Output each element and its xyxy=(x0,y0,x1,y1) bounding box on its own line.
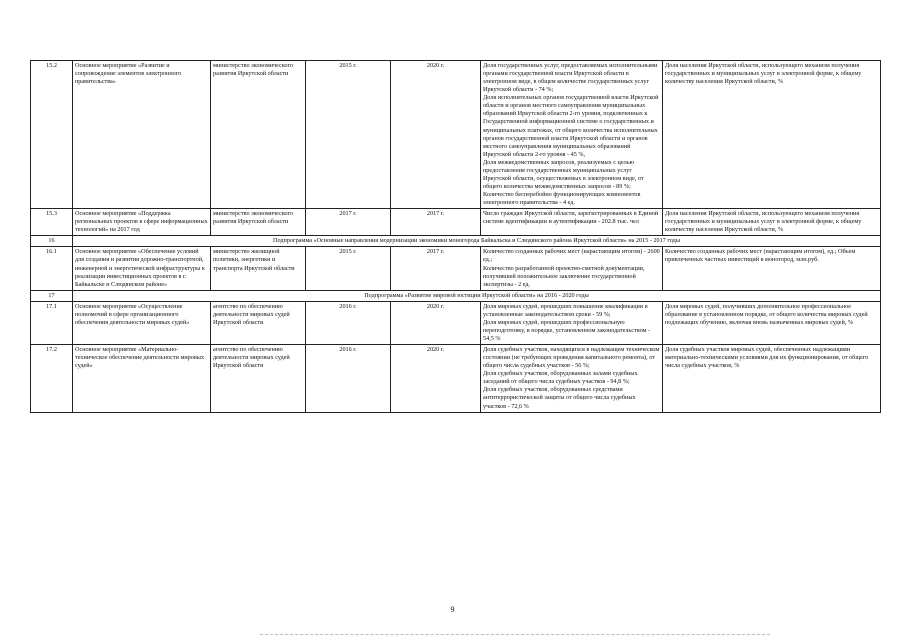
indicators-cell xyxy=(481,301,663,344)
indicator-item: Количество разработанной проектно-сметной документации, получившей положительное заключение государственной экспертизы - 2 ед. xyxy=(483,264,645,288)
row-number: 17.1 xyxy=(31,301,73,344)
indicator-item: Доля мировых судей, прошедших профессиональную переподготовку, в порядке, установленном законодательством - 54,5 % xyxy=(483,318,651,342)
indicators-cell xyxy=(481,345,663,413)
start-year-cell: 2017 г. xyxy=(306,209,391,236)
footer-divider xyxy=(260,634,770,635)
start-year-cell: 2015 г. xyxy=(306,247,391,290)
activity-cell: Основное мероприятие «Развитие и сопровождение элементов электронного правительства» xyxy=(73,61,211,209)
indicator-item: Доля судебных участков, оборудованных залами судебных заседаний от общего числа судебных участков - 94,8 %; xyxy=(483,370,638,386)
target-indicator-cell: Доля мировых судей, получивших дополнительное профессиональное образование в установленном порядке, от общего количества мировых судей подлежащих обучению, включая вновь назначенных мировых судей, % xyxy=(663,301,881,344)
indicators-cell xyxy=(481,247,663,290)
end-year-cell: 2020 г. xyxy=(391,61,481,209)
executor-cell: агентство по обеспечению деятельности мировых судей Иркутской области xyxy=(211,301,306,344)
table-row xyxy=(31,345,881,413)
table-row xyxy=(31,61,881,209)
table-row xyxy=(31,301,881,344)
table-row xyxy=(31,209,881,236)
start-year-cell: 2016 г. xyxy=(306,301,391,344)
end-year-cell: 2017 г. xyxy=(391,247,481,290)
row-number: 15.2 xyxy=(31,61,73,209)
target-indicator-cell: Доля населения Иркутской области, использующего механизм получения государственных и муниципальных услуг в электронной форме, к общему количеству населения Иркутской области, % xyxy=(663,209,881,236)
program-activities-table xyxy=(30,60,881,413)
indicator-item: Доля государственных услуг, предоставляемых исполнительными органами государственной власти Иркутской области в электронном виде, в общем количестве государственных услуг Иркутской области - 74 %; xyxy=(483,62,658,94)
subprogram-title: Подпрограмма «Развитие мировой юстиции Иркутской области» на 2016 - 2020 годы xyxy=(73,290,881,301)
target-indicator-cell: Количество созданных рабочих мест (нарастающим итогом), ед.; Объем привлеченных частных инвестиций в моногород, млн.руб. xyxy=(663,247,881,290)
activity-cell: Основное мероприятие «Осуществление полномочий в сфере организационного обеспечения деятельности мировых судей» xyxy=(73,301,211,344)
subprogram-number: 17 xyxy=(31,290,73,301)
indicator-item: Доля судебных участков, оборудованных средствами антитеррористической защиты от общего числа судебных участков - 72,6 % xyxy=(483,386,636,410)
executor-cell: агентство по обеспечению деятельности мировых судей Иркутской области xyxy=(211,345,306,413)
subprogram-row xyxy=(31,290,881,301)
indicator-item: Доля межведомственных запросов, реализуемых с целью предоставления государственных муниципальных услуг Иркутской области, осуществляемых в электронном виде, от общего количества межведомственных запросов - 89 %; xyxy=(483,158,644,190)
indicator-item: Количество созданных рабочих мест (нарастающим итогом) - 2600 ед.; xyxy=(483,248,660,264)
table-row xyxy=(31,247,881,290)
indicators-cell xyxy=(481,61,663,209)
row-number: 15.3 xyxy=(31,209,73,236)
subprogram-row xyxy=(31,236,881,247)
start-year-cell: 2015 г. xyxy=(306,61,391,209)
indicator-item: Доля исполнительных органов государственной власти Иркутской области и органов местного самоуправления муниципальных образований Иркутской области 2-го уровня, подключенных к Государственной информационной системе о государственных и муниципальных платежах, от общего количества исполнительных органов государственной власти Иркутской области и органов местного самоуправления муниципальных образований Иркутской области 2-го уровня - 45 %, xyxy=(483,94,659,158)
end-year-cell: 2020 г. xyxy=(391,345,481,413)
executor-cell: министерство экономического развития Иркутской области xyxy=(211,61,306,209)
activity-cell: Основное мероприятие «Материально-техническое обеспечение деятельности мировых судей» xyxy=(73,345,211,413)
target-indicator-cell: Доля населения Иркутской области, использующего механизм получения государственных и муниципальных услуг в электронной форме, к общему количеству населения Иркутской области, % xyxy=(663,61,881,209)
row-number: 16.1 xyxy=(31,247,73,290)
start-year-cell: 2016 г. xyxy=(306,345,391,413)
end-year-cell: 2017 г. xyxy=(391,209,481,236)
row-number: 17.2 xyxy=(31,345,73,413)
indicator-item: Число граждан Иркутской области, зарегистрированных в Единой системе идентификации и аутентификации - 202.8 тыс. чел xyxy=(483,210,659,226)
activity-cell: Основное мероприятие «Обеспечение условий для создания и развития дорожно-транспортной, инженерной и энергетической инфраструктуры к реализации инвестиционных проектов в г. Байкальске и Слюдянском районе» xyxy=(73,247,211,290)
end-year-cell: 2020 г. xyxy=(391,301,481,344)
indicators-cell xyxy=(481,209,663,236)
page-number: 9 xyxy=(450,605,455,614)
indicator-item: Доля судебных участков, находящихся в надлежащем техническом состоянии (не требующих проведения капитального ремонта), от общего числа судебных участков - 56 %; xyxy=(483,346,660,370)
executor-cell: министерство жилищной политики, энергетики и транспорта Иркутской области xyxy=(211,247,306,290)
indicator-item: Количество бесперебойно функционирующих компонентов электронного правительства - 4 ед. xyxy=(483,191,641,207)
activity-cell: Основное мероприятие «Поддержка региональных проектов в сфере информационных технологий» на 2017 год xyxy=(73,209,211,236)
executor-cell: министерство экономического развития Иркутской области xyxy=(211,209,306,236)
subprogram-number: 16 xyxy=(31,236,73,247)
indicator-item: Доля мировых судей, прошедших повышение квалификации в установленные законодательством сроки - 59 %; xyxy=(483,302,648,318)
target-indicator-cell: Доля судебных участков мировых судей, обеспеченных надлежащими материально-техническими условиями для их функционирования, от общего числа судебных участков, % xyxy=(663,345,881,413)
subprogram-title: Подпрограмма «Основные направления модернизации экономики моногорода Байкальска и Слюдянского района Иркутской области» на 2015 - 2017 годы xyxy=(73,236,881,247)
